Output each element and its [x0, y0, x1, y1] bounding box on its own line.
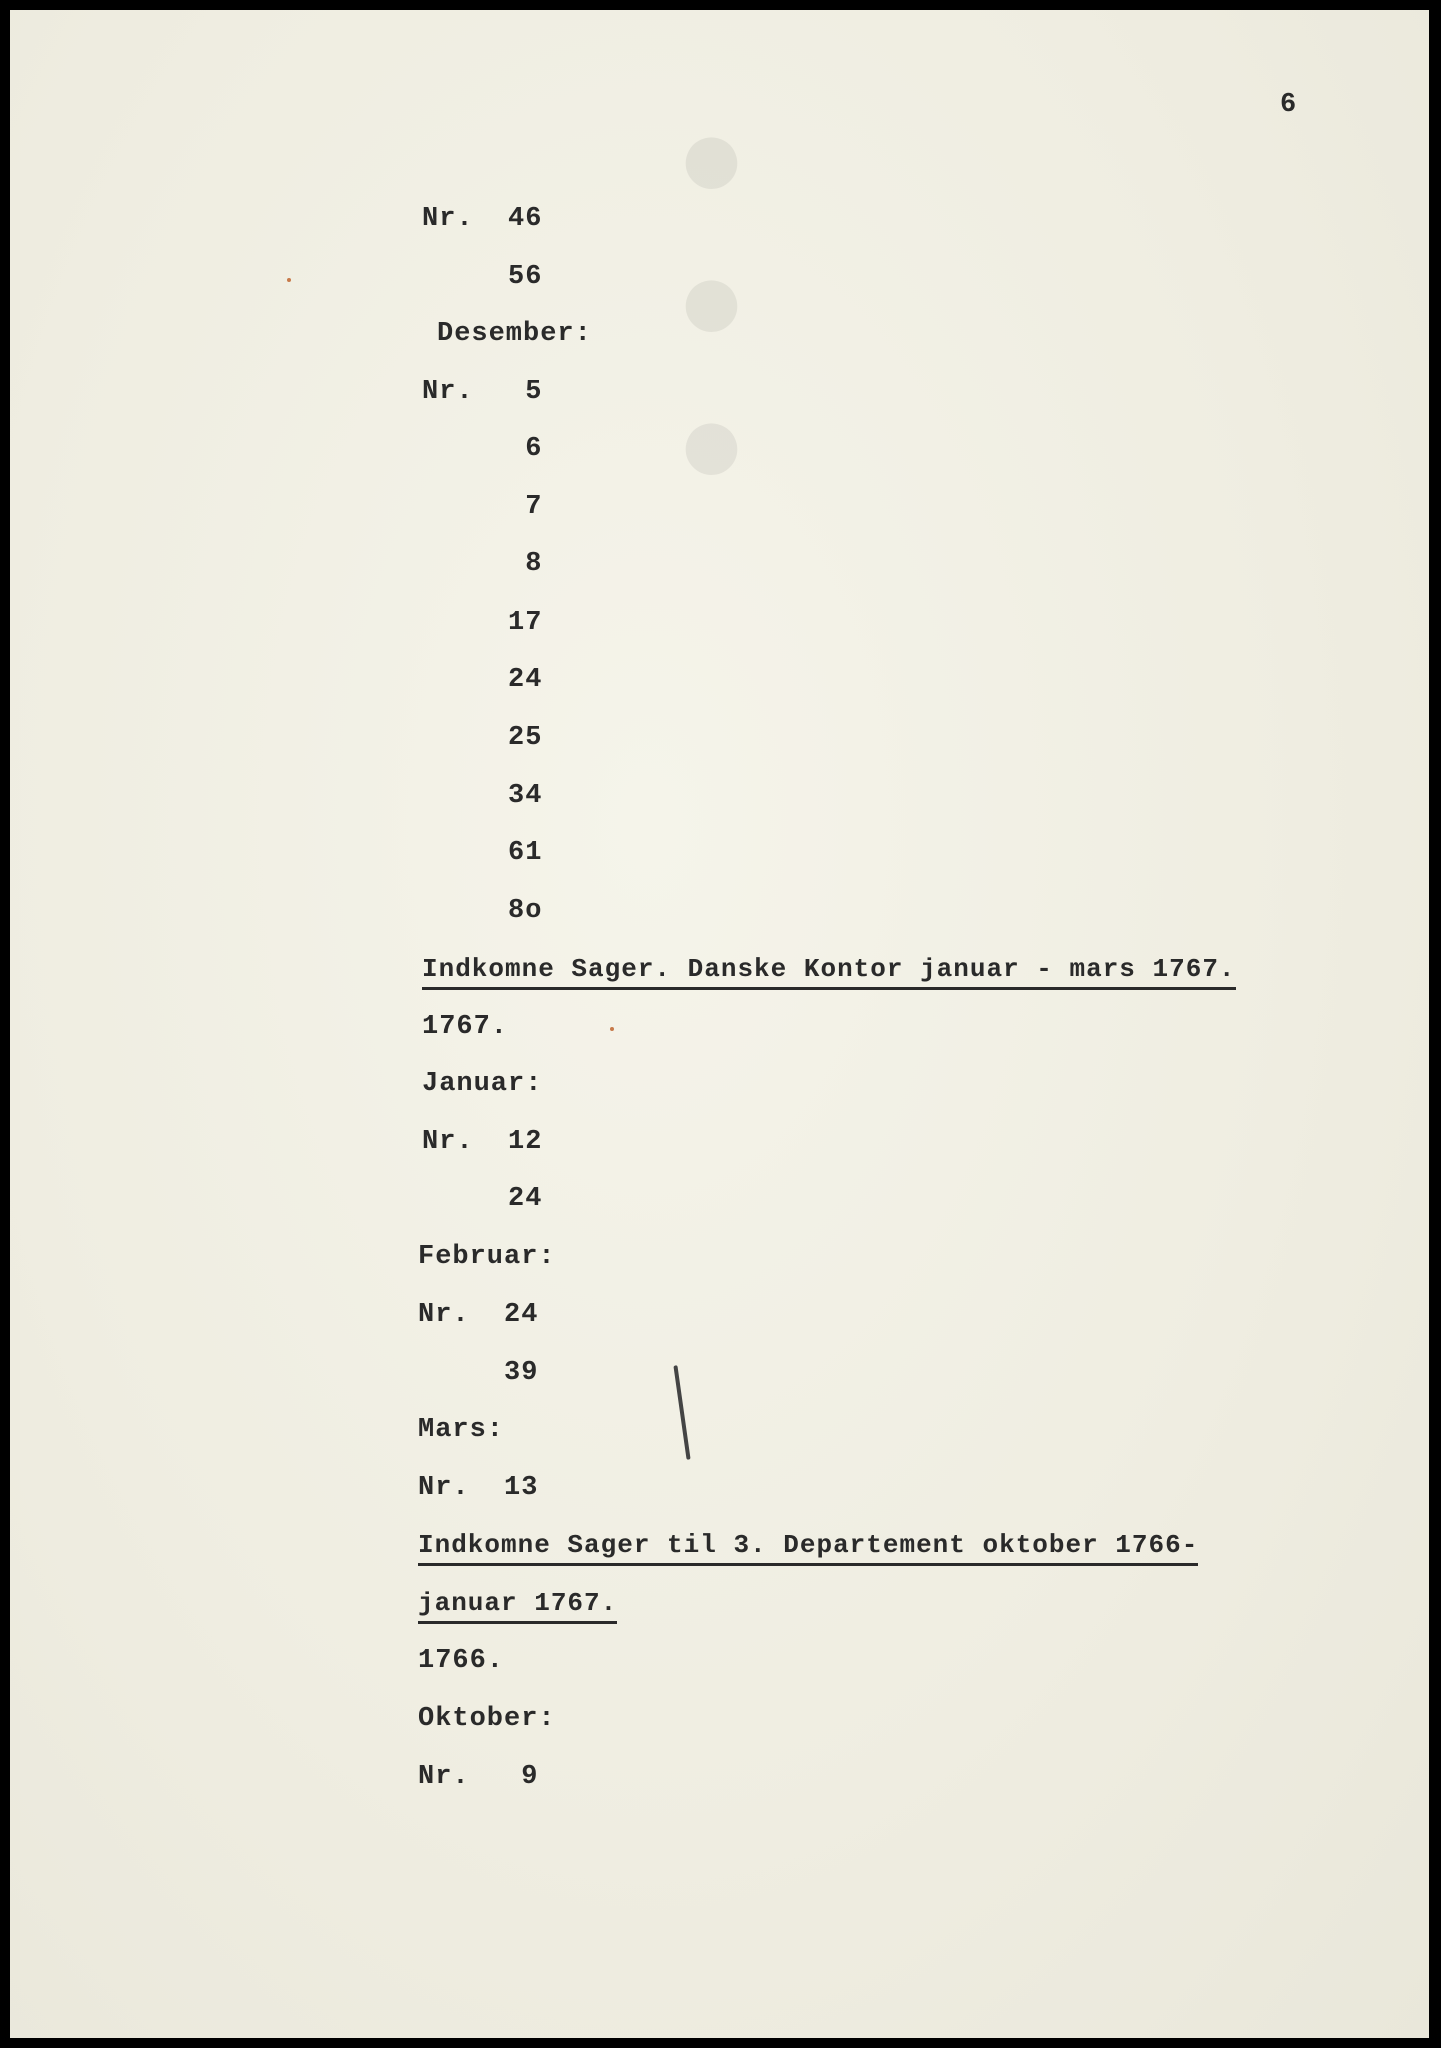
entry-line: Nr. 24	[418, 1300, 539, 1330]
entry-line: 56	[422, 262, 543, 292]
entry-line: 8o	[422, 896, 543, 926]
section-heading-continued: januar 1767.	[418, 1586, 617, 1624]
entry-line: 7	[422, 492, 543, 522]
section-heading: Indkomne Sager til 3. Departement oktober 1766-	[418, 1528, 1198, 1566]
entry-line: Nr. 46	[422, 204, 543, 234]
entry-line: Nr. 13	[418, 1473, 539, 1503]
month-heading: Mars:	[418, 1415, 505, 1445]
month-heading: Februar:	[418, 1242, 556, 1272]
month-heading: Desember:	[437, 319, 592, 349]
entry-line: 8	[422, 549, 543, 579]
entry-line: Nr. 9	[418, 1762, 539, 1792]
entry-line: Nr. 5	[422, 377, 543, 407]
entry-line: 24	[422, 665, 543, 695]
entry-line: 61	[422, 838, 543, 868]
ink-speck	[287, 278, 291, 282]
page-number: 6	[1280, 90, 1298, 120]
entry-line: 24	[422, 1184, 543, 1214]
entry-line: 6	[422, 434, 543, 464]
archive-watermark: ●●●	[645, 90, 778, 519]
entry-line: Nr. 12	[422, 1127, 543, 1157]
ink-speck	[610, 1027, 614, 1031]
year-heading: 1767.	[422, 1012, 509, 1042]
month-heading: Oktober:	[418, 1704, 556, 1734]
section-heading: Indkomne Sager. Danske Kontor januar - mars 1767.	[422, 952, 1236, 990]
entry-line: 17	[422, 608, 543, 638]
pencil-mark	[673, 1365, 690, 1460]
entry-line: 25	[422, 723, 543, 753]
document-page	[10, 10, 1429, 2038]
entry-line: 34	[422, 781, 543, 811]
entry-line: 39	[418, 1358, 539, 1388]
month-heading: Januar:	[422, 1069, 543, 1099]
year-heading: 1766.	[418, 1646, 505, 1676]
